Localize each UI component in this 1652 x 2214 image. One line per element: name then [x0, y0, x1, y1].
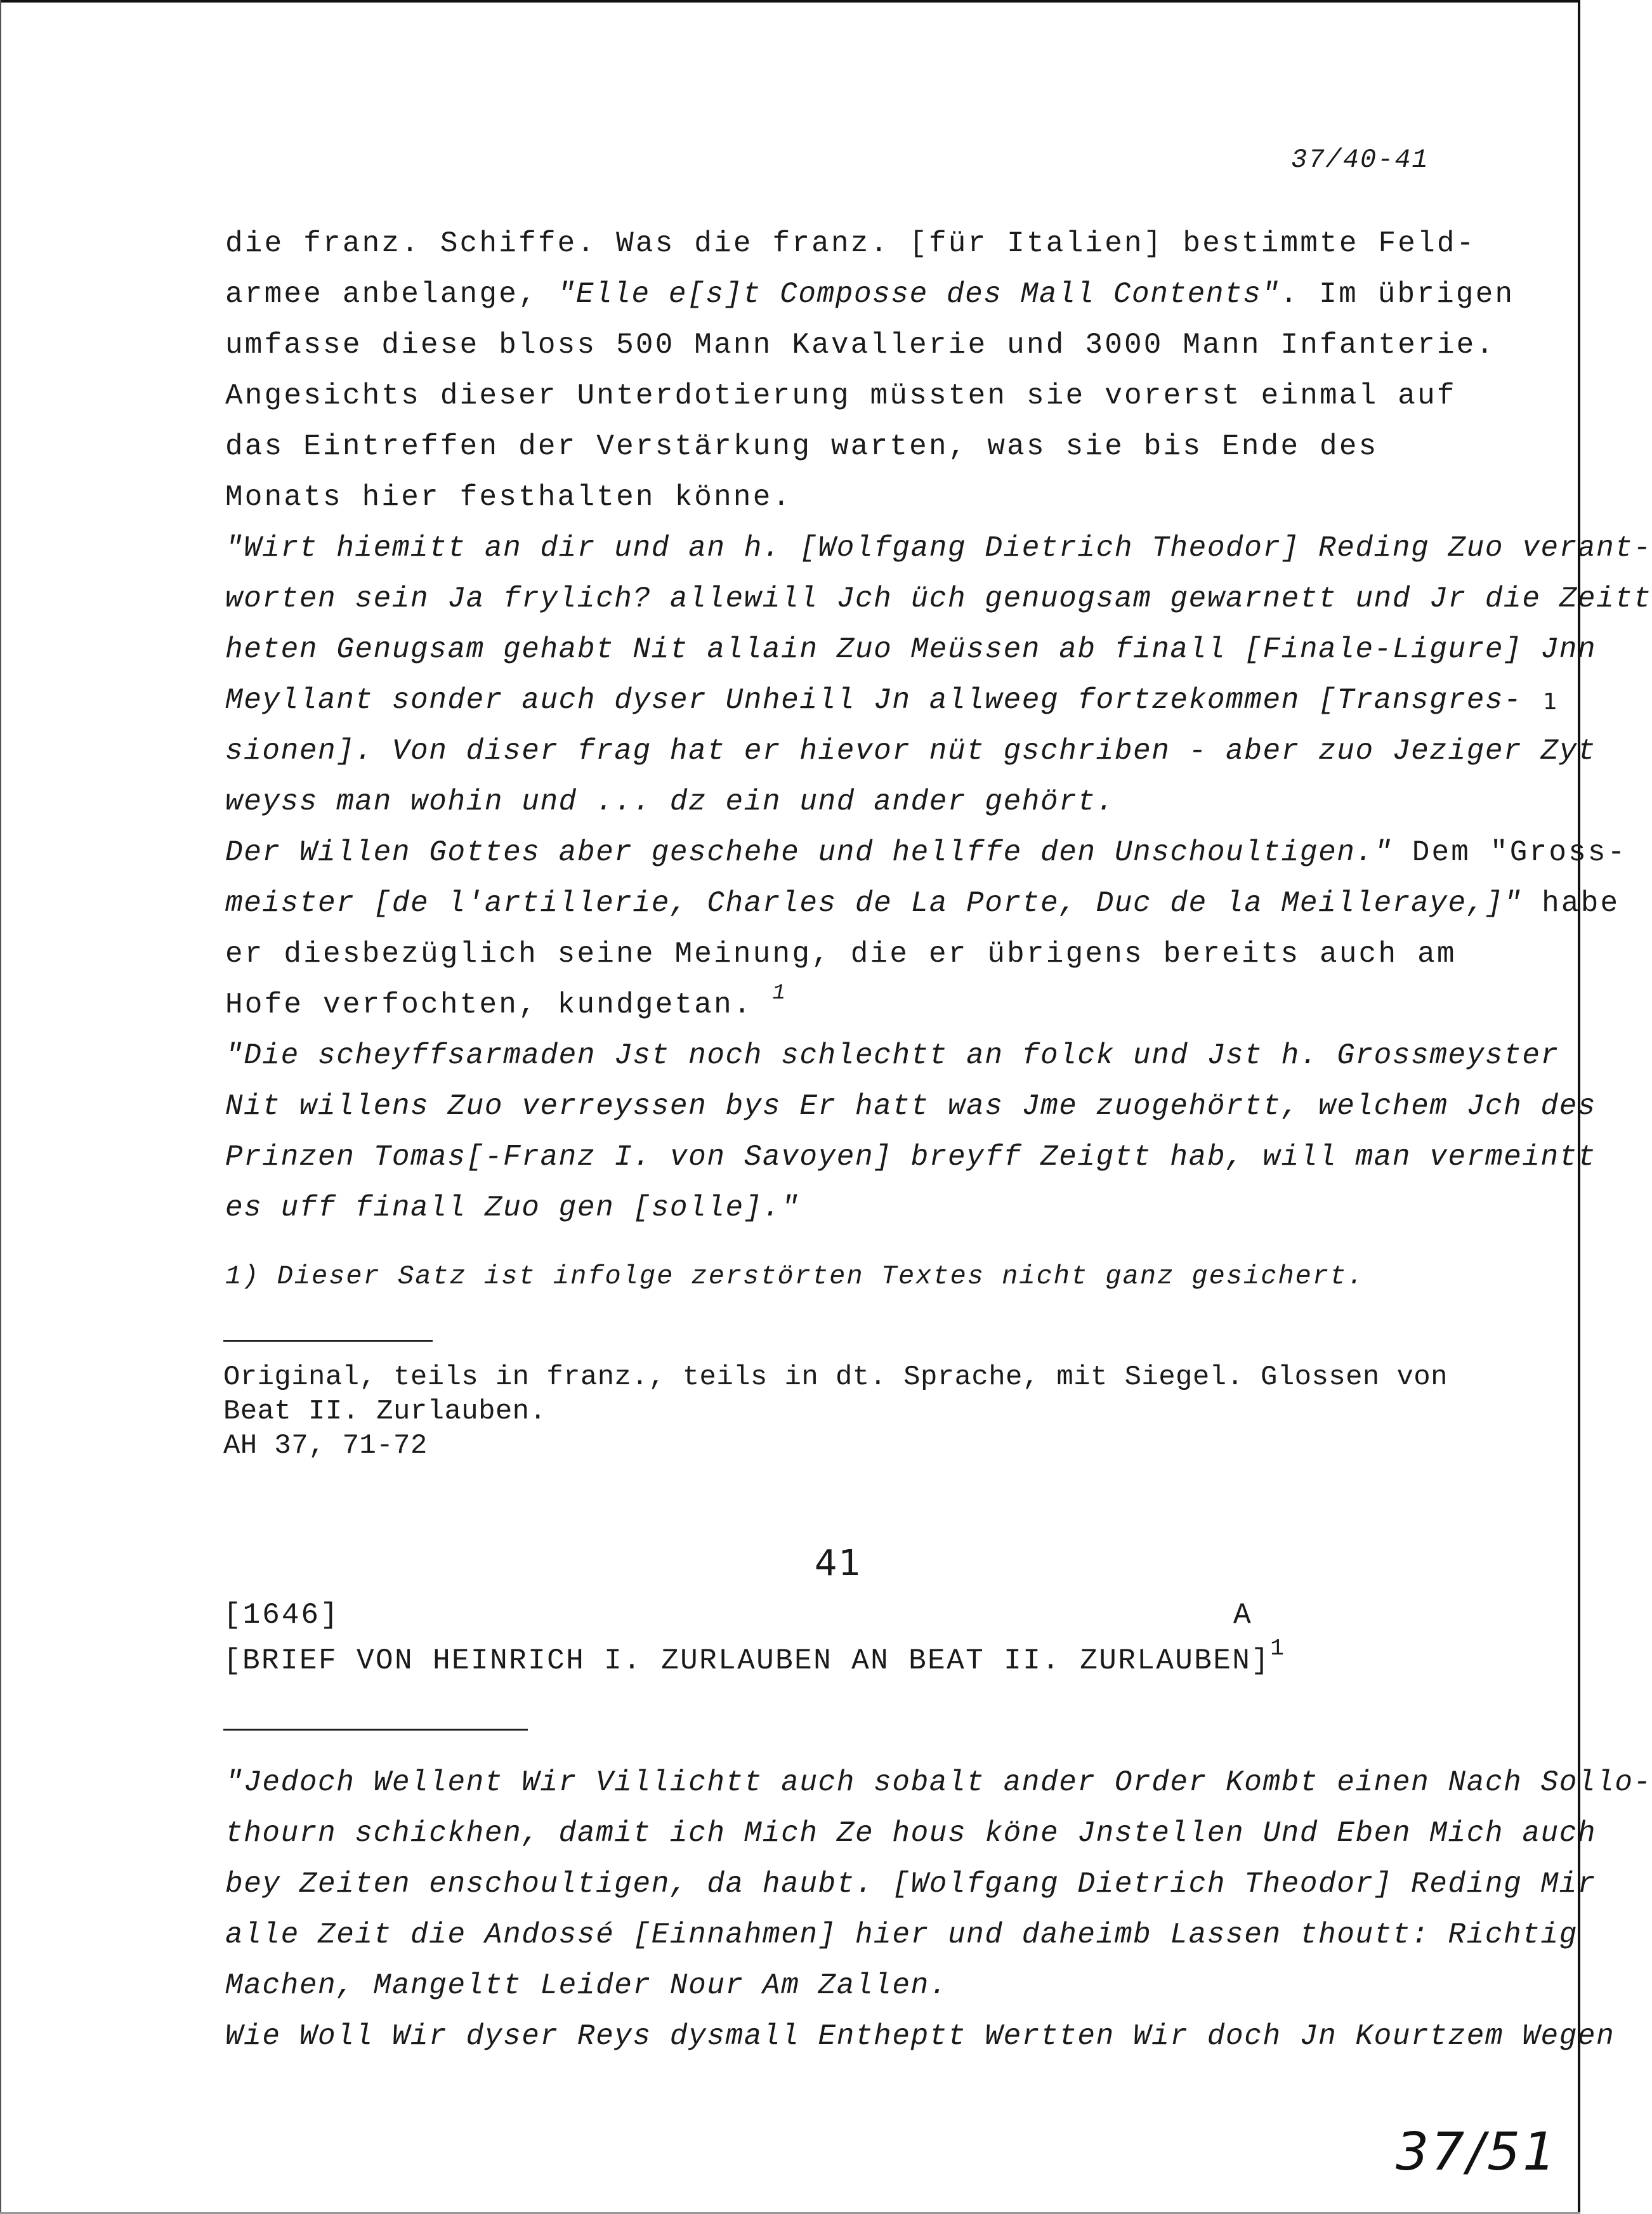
quote-line: weyss man wohin und ... dz ein und ander gehört. [225, 785, 1115, 818]
body-text: Dem "Gross- [1392, 836, 1627, 869]
quote-line: Prinzen Tomas[-Franz I. von Savoyen] breyff Zeigtt hab, will man vermeintt [225, 1141, 1597, 1174]
quote-text: meister [de l'artillerie, Charles de La Porte, Duc de la Meilleraye,]" [225, 887, 1523, 920]
quote-line: "Die scheyffsarmaden Jst noch schlechtt an folck und Jst h. Grossmeyster [225, 1039, 1559, 1072]
quote-line: worten sein Ja frylich? allewill Jch üch genuogsam gewarnett und Jr die Zeitt [225, 582, 1652, 615]
body-line: Monats hier festhalten könne. [225, 481, 792, 514]
quote-line: heten Genugsam gehabt Nit allain Zuo Meüssen ab finall [Finale-Ligure] Jnn [225, 633, 1597, 666]
body-text: Hofe verfochten, kundgetan. [225, 988, 753, 1021]
margin-mark: 1 [1543, 689, 1557, 715]
body-line [225, 981, 788, 1025]
body-line [225, 277, 1514, 312]
body-text: habe [1522, 887, 1620, 920]
footnote-marker: 1 [772, 981, 788, 1005]
body-line: umfasse diese bloss 500 Mann Kavallerie und 3000 Mann Infanterie. [225, 329, 1496, 362]
handwritten-archive-number: 37/51 [1396, 2122, 1559, 2182]
body-text: armee anbelange, [225, 278, 558, 311]
quote-line: thourn schickhen, damit ich Mich Ze hous köne Jnstellen Und Eben Mich auch [225, 1817, 1597, 1850]
quote-line: "Jedoch Wellent Wir Villichtt auch sobalt ander Order Kombt einen Nach Sollo- [225, 1766, 1652, 1799]
document-heading [223, 1635, 1286, 1677]
body-line [225, 886, 1620, 921]
body-text: . Im übrigen [1280, 278, 1515, 311]
quote-line: Nit willens Zuo verreyssen bys Er hatt was Jme zuogehörtt, welchem Jch des [225, 1090, 1597, 1123]
page-border-top [0, 0, 1580, 3]
quote-text: Der Willen Gottes aber geschehe und hellffe den Unschoultigen." [225, 836, 1393, 869]
body-line: er diesbezüglich seine Meinung, die er übrigens bereits auch am [225, 938, 1457, 971]
document-letter: A [1233, 1599, 1251, 1632]
divider [223, 1729, 528, 1731]
quote-line: "Wirt hiemitt an dir und an h. [Wolfgang Dietrich Theodor] Reding Zuo verant- [225, 532, 1652, 565]
footnote: 1) Dieser Satz ist infolge zerstörten Textes nicht ganz gesichert. [225, 1261, 1365, 1292]
page-reference: 37/40-41 [1291, 145, 1429, 175]
quote-line: es uff finall Zuo gen [solle]." [225, 1191, 800, 1224]
body-line: Angesichts dieser Unterdotierung müssten sie vorerst einmal auf [225, 379, 1457, 412]
quote-line: Machen, Mangeltt Leider Nour Am Zallen. [225, 1969, 948, 2002]
source-line: Beat II. Zurlauben. [223, 1396, 547, 1427]
body-line [225, 835, 1627, 870]
document-date: [1646] [223, 1599, 340, 1632]
quote-line: sionen]. Von diser frag hat er hievor nüt gschriben - aber zuo Jeziger Zyt [225, 735, 1597, 768]
quote-line: Wie Woll Wir dyser Reys dysmall Entheptt Wertten Wir doch Jn Kourtzem Wegen [225, 2020, 1615, 2053]
document-heading-text: [BRIEF VON HEINRICH I. ZURLAUBEN AN BEAT II. ZURLAUBEN] [223, 1644, 1271, 1677]
french-quote: "Elle e[s]t Composse des Mall Contents" [557, 278, 1280, 311]
body-line: die franz. Schiffe. Was die franz. [für Italien] bestimmte Feld- [225, 227, 1476, 260]
quote-line: bey Zeiten enschoultigen, da haubt. [Wolfgang Dietrich Theodor] Reding Mir [225, 1868, 1597, 1901]
page-border-left [0, 0, 1, 2214]
body-line: das Eintreffen der Verstärkung warten, was sie bis Ende des [225, 430, 1379, 463]
divider [223, 1340, 433, 1342]
document-number: 41 [815, 1543, 863, 1584]
heading-footnote-marker: 1 [1270, 1635, 1286, 1661]
quote-line: Meyllant sonder auch dyser Unheill Jn allweeg fortzekommen [Transgres- [225, 684, 1523, 717]
source-line: Original, teils in franz., teils in dt. Sprache, mit Siegel. Glossen von [223, 1361, 1448, 1393]
quote-line: alle Zeit die Andossé [Einnahmen] hier und daheimb Lassen thoutt: Richtig [225, 1918, 1578, 1951]
source-line: AH 37, 71-72 [223, 1430, 428, 1462]
